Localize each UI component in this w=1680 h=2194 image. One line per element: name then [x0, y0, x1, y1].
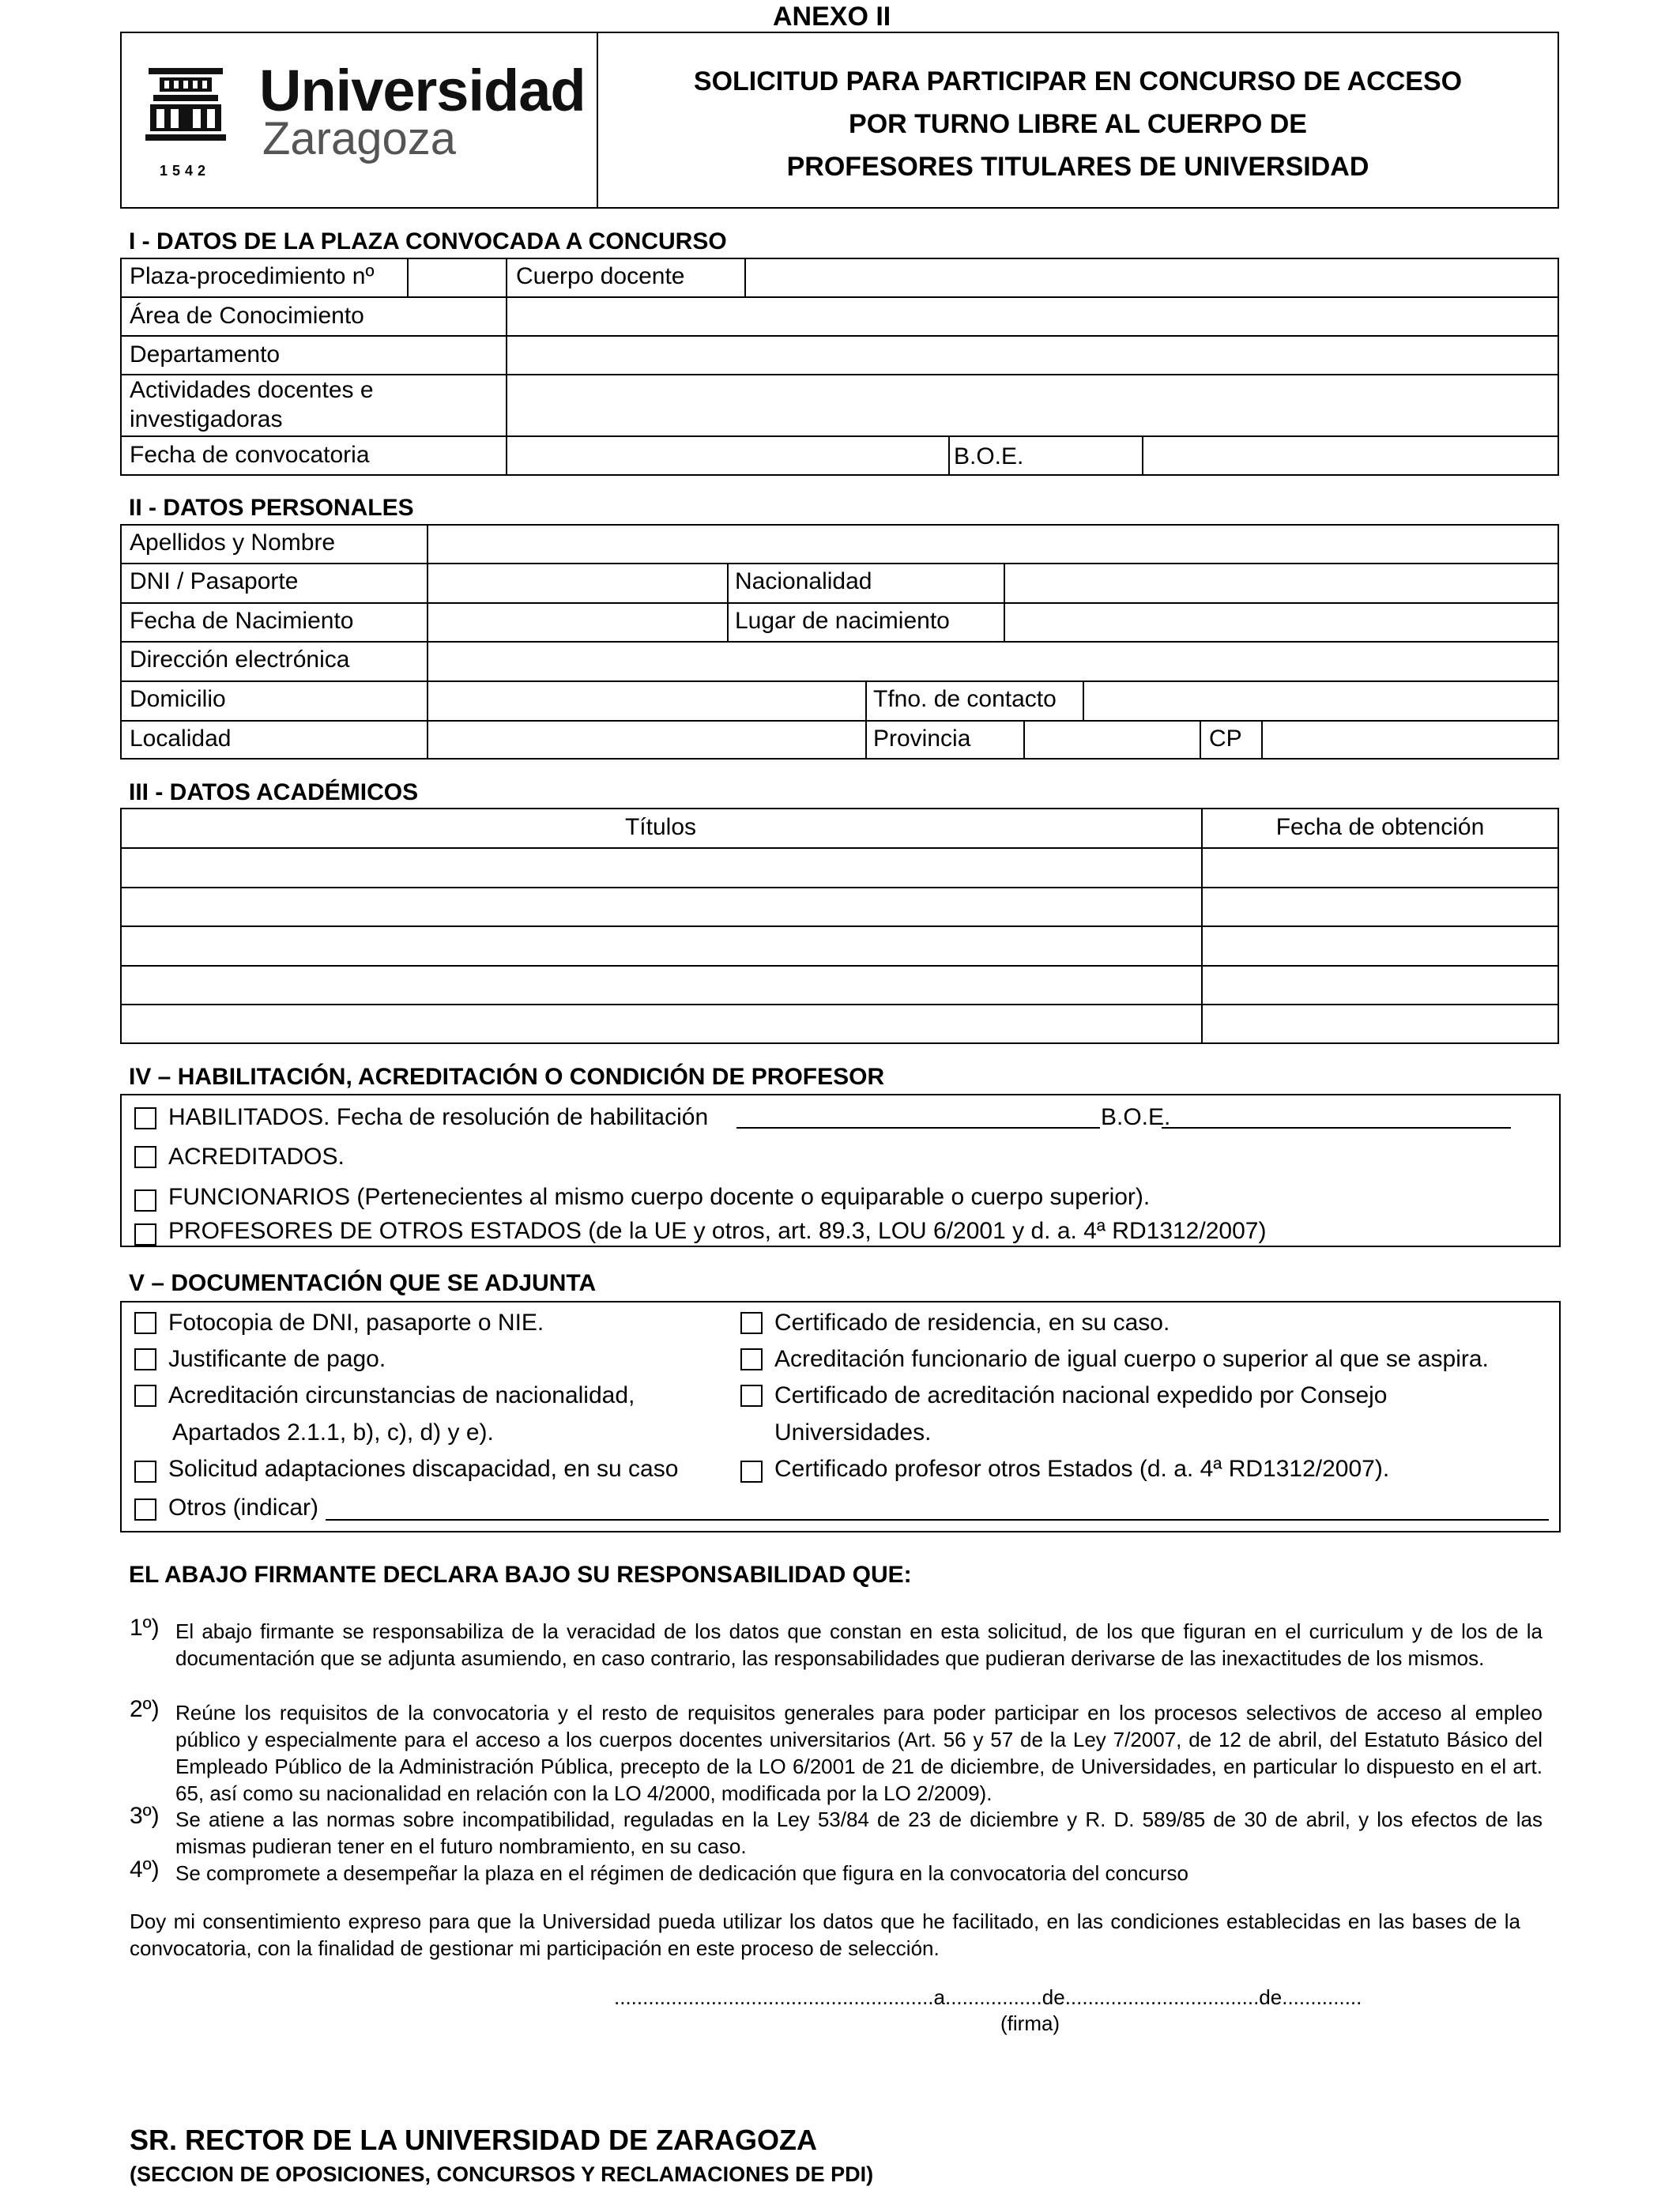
residencia-label: Certificado de residencia, en su caso.	[774, 1310, 1170, 1336]
consent-text: Doy mi consentimiento expreso para que la Universidad pueda utilizar los datos que he facilitado, en las condiciones establecidas en las bases de la convocatoria, con la finalidad de gestionar mi participación en este proceso de selección.	[130, 1909, 1520, 1960]
recipient-line-2: (SECCION DE OPOSICIONES, CONCURSOS Y RECLAMACIONES DE PDI)	[130, 2162, 874, 2186]
habilitados-checkbox[interactable]	[134, 1107, 156, 1129]
justificante-label: Justificante de pago.	[168, 1346, 386, 1372]
habilitados-label: HABILITADOS. Fecha de resolución de habilitación	[168, 1104, 709, 1130]
declaration-number-1: 1º)	[130, 1615, 160, 1641]
acreditados-checkbox[interactable]	[134, 1146, 156, 1168]
form-title-line-3: PROFESORES TITULARES DE UNIVERSIDAD	[786, 152, 1369, 182]
profesor-otros-estados-label: Certificado profesor otros Estados (d. a. 4ª RD1312/2007).	[774, 1456, 1390, 1482]
fecha-convocatoria-field[interactable]	[508, 437, 947, 474]
acreditacion-nacional-label: Certificado de acreditación nacional expedido por Consejo	[774, 1382, 1388, 1408]
section-5-heading: V – DOCUMENTACIÓN QUE SE ADJUNTA	[129, 1270, 597, 1296]
cuerpo-label: Cuerpo docente	[516, 263, 685, 289]
domicilio-field[interactable]	[429, 682, 864, 718]
provincia-label: Provincia	[873, 726, 971, 752]
localidad-field[interactable]	[429, 722, 864, 758]
declaration-text-1: El abajo firmante se responsabiliza de la veracidad de los datos que constan en esta solicitud, de los que figuran en el curriculum y de los de la documentación que se adjunta asumiendo, en caso contrario, las responsabilidades que pudieran derivarse de las inexactitudes de los mismos.	[175, 1619, 1543, 1670]
dni-field[interactable]	[429, 564, 725, 601]
fecha-obtencion-field-4[interactable]	[1203, 967, 1558, 1002]
declaration-number-2: 2º)	[130, 1696, 160, 1722]
titulo-field-1[interactable]	[122, 849, 1199, 885]
declaration-heading: EL ABAJO FIRMANTE DECLARA BAJO SU RESPONSABILIDAD QUE:	[129, 1562, 912, 1588]
plaza-label: Plaza-procedimiento nº	[130, 263, 375, 289]
apellidos-label: Apellidos y Nombre	[130, 530, 336, 556]
declaration-item-3	[130, 1803, 1543, 1860]
signature-label: (firma)	[1000, 2011, 1060, 2035]
nacionalidad-doc-label-2: Apartados 2.1.1, b), c), d) y e).	[172, 1419, 494, 1446]
recipient-line-1: SR. RECTOR DE LA UNIVERSIDAD DE ZARAGOZA	[130, 2124, 818, 2156]
declaration-item-1	[130, 1615, 1543, 1672]
section-4-heading: IV – HABILITACIÓN, ACREDITACIÓN O CONDICIÓN DE PROFESOR	[129, 1064, 885, 1090]
fecha-nacimiento-field[interactable]	[429, 604, 725, 639]
dni-copy-checkbox[interactable]	[134, 1312, 156, 1334]
declaration-text-4: Se compromete a desempeñar la plaza en el régimen de dedicación que figura en la convocatoria del concurso	[175, 1861, 1188, 1885]
titulo-field-4[interactable]	[122, 967, 1199, 1002]
titulo-field-2[interactable]	[122, 888, 1199, 924]
otros-estados-label: PROFESORES DE OTROS ESTADOS (de la UE y otros, art. 89.3, LOU 6/2001 y d. a. 4ª RD1312/2007)	[168, 1218, 1267, 1244]
fecha-obtencion-field-2[interactable]	[1203, 888, 1558, 924]
titulo-field-5[interactable]	[122, 1005, 1199, 1042]
telefono-label: Tfno. de contacto	[873, 686, 1057, 712]
building-emblem-icon	[142, 60, 229, 155]
lugar-nacimiento-label: Lugar de nacimiento	[735, 608, 950, 634]
cuerpo-field[interactable]	[747, 259, 1558, 295]
fecha-obtencion-field-5[interactable]	[1203, 1005, 1558, 1042]
declaration-number-3: 3º)	[130, 1803, 160, 1829]
area-label: Área de Conocimiento	[130, 303, 364, 329]
discapacidad-label: Solicitud adaptaciones discapacidad, en su caso	[168, 1456, 679, 1482]
acreditacion-nacional-label-2: Universidades.	[774, 1419, 932, 1446]
otros-checkbox[interactable]	[134, 1498, 156, 1521]
fecha-convocatoria-label: Fecha de convocatoria	[130, 442, 370, 468]
area-field[interactable]	[508, 298, 1558, 334]
otros-label: Otros (indicar)	[168, 1495, 319, 1521]
otros-estados-checkbox[interactable]	[134, 1223, 156, 1246]
habilitacion-date-field[interactable]	[736, 1127, 1100, 1129]
logo-year: 1542	[160, 163, 211, 179]
funcionarios-checkbox[interactable]	[134, 1189, 156, 1212]
discapacidad-checkbox[interactable]	[134, 1461, 156, 1483]
cp-label: CP	[1209, 726, 1242, 752]
departamento-field[interactable]	[508, 337, 1558, 372]
section-1-heading: I - DATOS DE LA PLAZA CONVOCADA A CONCURSO	[129, 228, 727, 254]
declaration-item-2	[130, 1696, 1543, 1807]
form-title-line-1: SOLICITUD PARA PARTICIPAR EN CONCURSO DE ACCESO	[693, 66, 1463, 96]
acreditados-label: ACREDITADOS.	[168, 1144, 345, 1170]
habilitados-boe-label: B.O.E.	[1101, 1104, 1171, 1130]
lugar-nacimiento-field[interactable]	[1006, 604, 1558, 639]
titulo-field-3[interactable]	[122, 927, 1199, 963]
boe-field[interactable]	[1144, 437, 1558, 474]
funcionarios-label: FUNCIONARIOS (Pertenecientes al mismo cuerpo docente o equiparable o cuerpo superior).	[168, 1184, 1151, 1210]
annex-title: ANEXO II	[773, 2, 891, 32]
profesor-otros-estados-checkbox[interactable]	[740, 1461, 763, 1483]
departamento-label: Departamento	[130, 341, 281, 368]
cp-field[interactable]	[1264, 722, 1558, 758]
actividades-label-1: Actividades docentes e	[130, 377, 374, 403]
habilitados-boe-field[interactable]	[1162, 1127, 1511, 1129]
signature-date-line[interactable]: ........................................................a.................de..................................de..............	[614, 1985, 1362, 2009]
fecha-obtencion-field-1[interactable]	[1203, 849, 1558, 885]
localidad-label: Localidad	[130, 726, 232, 752]
otros-field[interactable]	[326, 1519, 1549, 1521]
nacionalidad-doc-checkbox[interactable]	[134, 1385, 156, 1407]
actividades-label-2: investigadoras	[130, 406, 283, 432]
email-label: Dirección electrónica	[130, 647, 350, 673]
justificante-checkbox[interactable]	[134, 1348, 156, 1370]
nacionalidad-field[interactable]	[1006, 564, 1558, 601]
section-3-heading: III - DATOS ACADÉMICOS	[129, 779, 419, 805]
declaration-number-4: 4º)	[130, 1857, 160, 1883]
form-title-line-2: POR TURNO LIBRE AL CUERPO DE	[849, 109, 1307, 139]
funcionario-doc-label: Acreditación funcionario de igual cuerpo o superior al que se aspira.	[774, 1346, 1489, 1372]
residencia-checkbox[interactable]	[740, 1312, 763, 1334]
funcionario-doc-checkbox[interactable]	[740, 1348, 763, 1370]
email-field[interactable]	[429, 643, 1558, 679]
plaza-field[interactable]	[409, 259, 504, 295]
domicilio-label: Domicilio	[130, 686, 226, 712]
declaration-text-3: Se atiene a las normas sobre incompatibilidad, reguladas en la Ley 53/84 de 23 de diciembre y R. D. 589/85 de 30 de abril, y los efectos de las mismas pudieran tener en el futuro nombramiento, en su caso.	[175, 1808, 1543, 1858]
section-2-heading: II - DATOS PERSONALES	[129, 495, 414, 521]
fecha-obtencion-field-3[interactable]	[1203, 927, 1558, 963]
dni-copy-label: Fotocopia de DNI, pasaporte o NIE.	[168, 1310, 544, 1336]
declaration-item-4	[130, 1857, 1543, 1887]
nacionalidad-doc-label: Acreditación circunstancias de nacionalidad,	[168, 1382, 635, 1408]
fecha-nacimiento-label: Fecha de Nacimiento	[130, 608, 354, 634]
titulos-header: Títulos	[624, 814, 697, 840]
declaration-text-2: Reúne los requisitos de la convocatoria y el resto de requisitos generales para poder participar en los procesos selectivos de acceso al empleo público y especialmente para el acceso a los cuerpos docentes universitarios (Art. 56 y 57 de la Ley 7/2007, de 12 de abril, del Estatuto Básico del Empleado Público de la Administración Pública, precepto de la LO 6/2001 de 21 de diciembre, de Universidades, en particular lo dispuesto en el art. 65, así como su nacionalidad en relación con la LO 4/2000, modificada por la LO 2/2009).	[175, 1701, 1543, 1805]
logo-city: Zaragoza	[262, 113, 457, 164]
university-logo	[142, 57, 585, 183]
telefono-field[interactable]	[1085, 682, 1558, 718]
dni-label: DNI / Pasaporte	[130, 568, 299, 594]
apellidos-field[interactable]	[429, 526, 1558, 561]
boe-label: B.O.E.	[954, 443, 1024, 469]
provincia-field[interactable]	[1026, 722, 1198, 758]
actividades-field[interactable]	[508, 375, 1558, 434]
acreditacion-nacional-checkbox[interactable]	[740, 1385, 763, 1407]
nacionalidad-label: Nacionalidad	[735, 568, 872, 594]
fecha-obtencion-header: Fecha de obtención	[1275, 814, 1485, 840]
logo-name: Universidad	[259, 58, 586, 123]
